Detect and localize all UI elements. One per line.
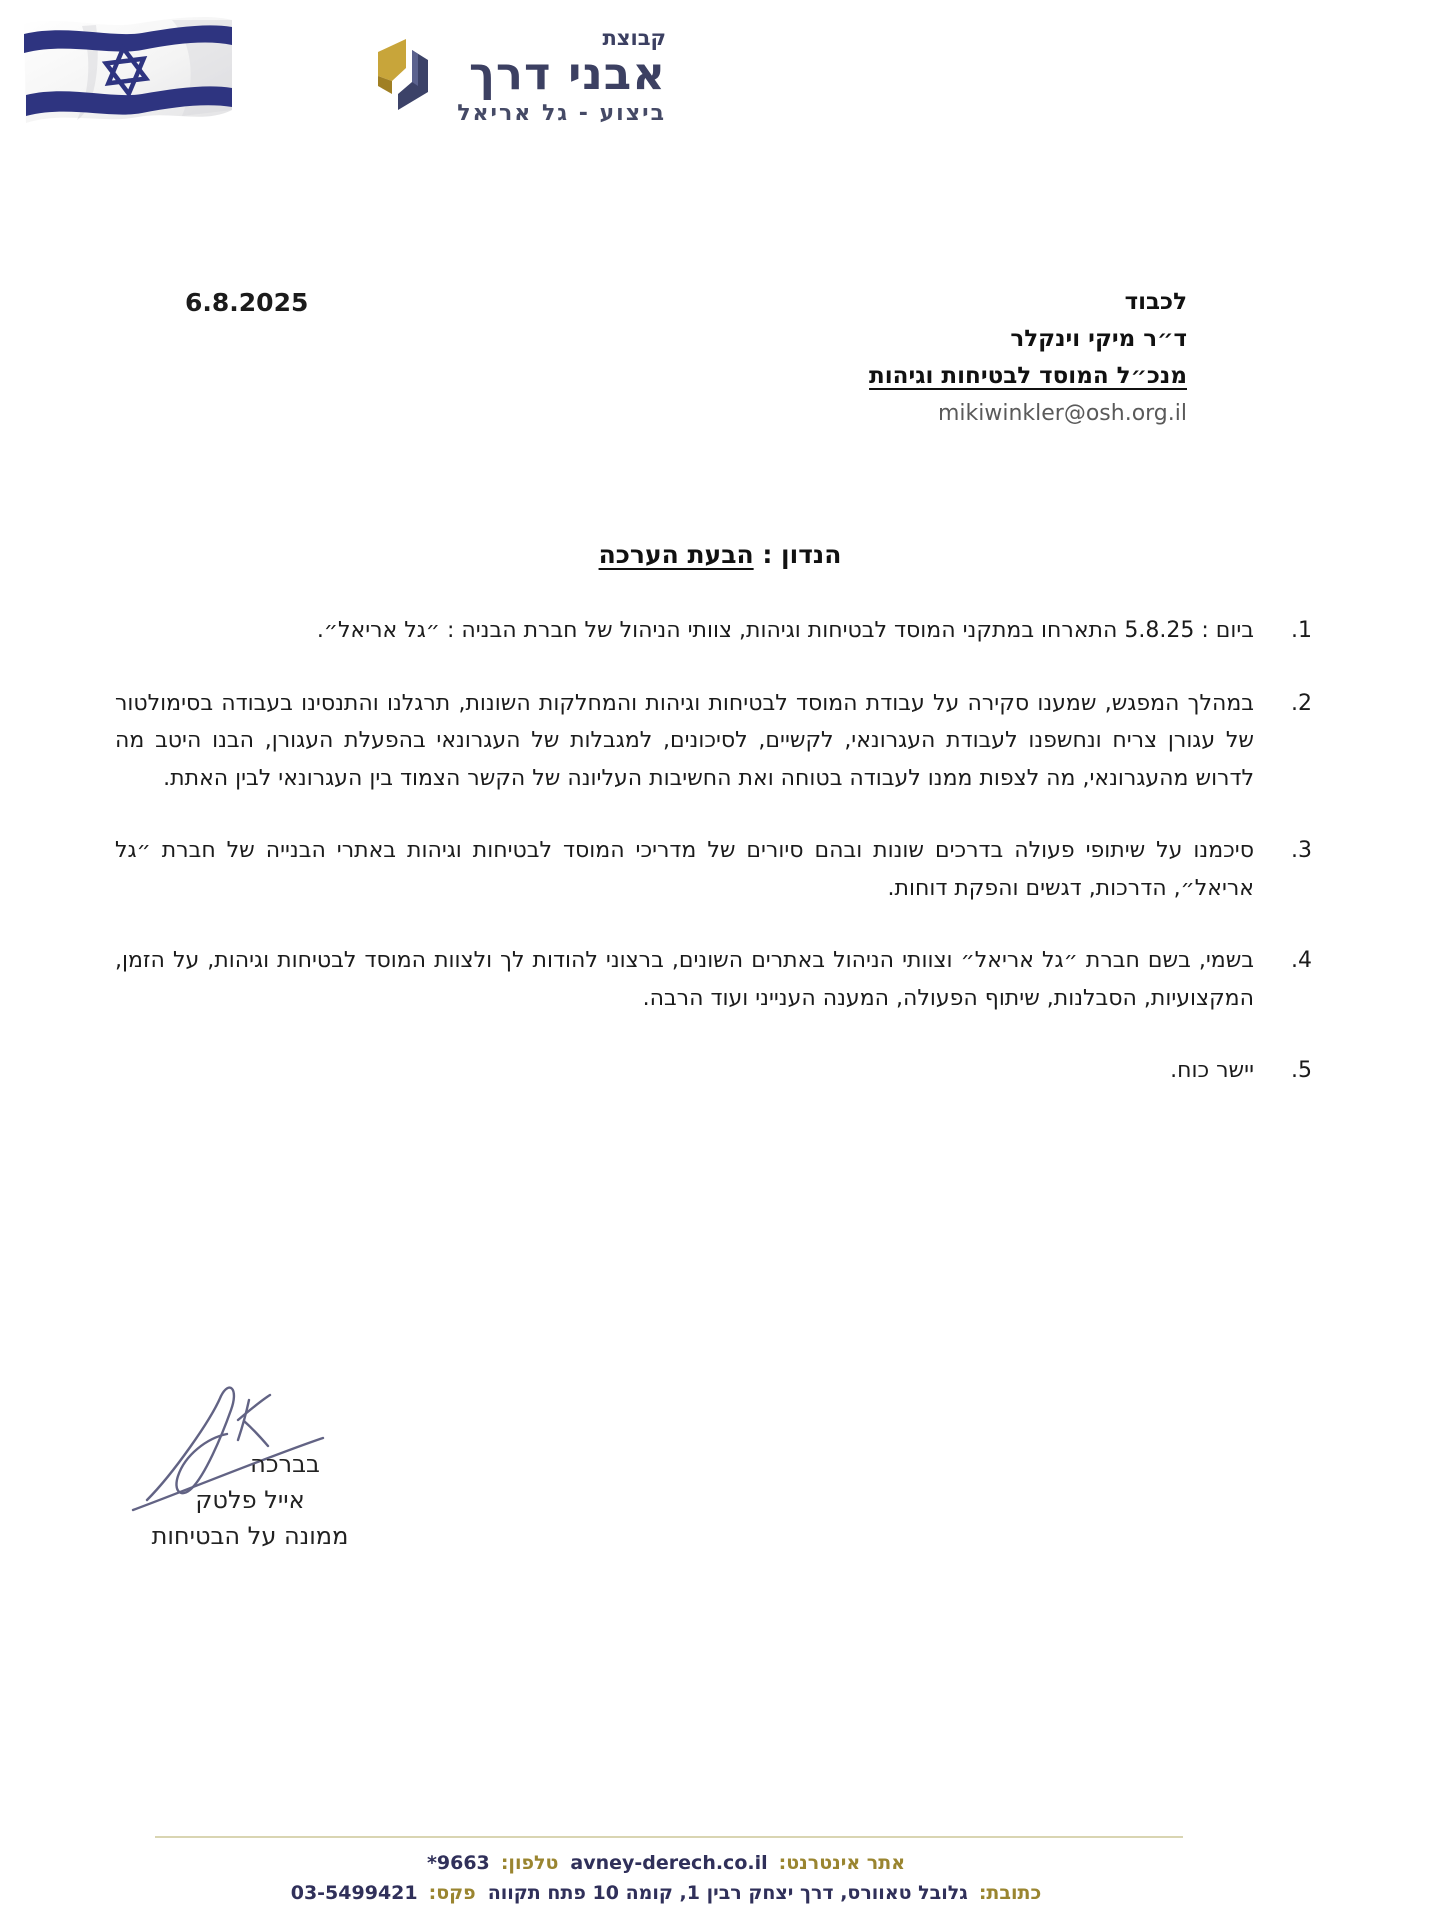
list-item-number: 4. [1291, 948, 1312, 973]
recipient-block [869, 284, 1187, 432]
list-item-number: 3. [1291, 838, 1312, 863]
letter-date: 6.8.2025 [185, 288, 309, 317]
list-item [115, 942, 1312, 1017]
fax-label: פקס: [428, 1882, 476, 1904]
list-item [115, 685, 1312, 798]
subject-line [0, 540, 1440, 569]
fax-value: 03-5499421 [290, 1882, 418, 1904]
footer-line-address [155, 1878, 1183, 1908]
subject-label: הנדון : [753, 540, 842, 569]
footer-divider [155, 1836, 1183, 1838]
website-label: אתר אינטרנט: [778, 1852, 906, 1874]
israel-flag-image [22, 12, 234, 130]
address-value: גלובל טאוורס, דרך יצחק רבין 1, קומה 10 פתח תקווה [487, 1882, 968, 1904]
closing-role: ממונה על הבטיחות [151, 1522, 349, 1550]
list-item-text: יישר כוח. [1170, 1058, 1254, 1083]
recipient-email: mikiwinkler@osh.org.il [937, 401, 1187, 426]
footer-line-contact [155, 1848, 1183, 1878]
company-logo-icon [368, 34, 448, 116]
letter-body-list [115, 612, 1312, 1125]
logo-group-label: קבוצת [602, 26, 666, 50]
logo-subtitle: ביצוע - גל אריאל [457, 101, 666, 126]
list-item-text: ביום : 5.8.25 התארחו במתקני המוסד לבטיחות וגיהות, צוותי הניהול של חברת הבניה : ״גל אריאל״. [316, 618, 1254, 643]
list-item-text: במהלך המפגש, שמענו סקירה על עבודת המוסד לבטיחות וגיהות והמחלקות השונות, תרגלנו והתנסינו בעבודה בסימולטור של עגורן צריח ונחשפנו לעבודת העגרונאי, לקשיים, לסיכונים, למגבלות של העגרונאי בהפעלת העגורן, הבנו היטב מה לדרוש מהעגרונאי, מה לצפות ממנו לעבודה בטוחה ואת החשיבות העליונה של הקשר הצמוד בין העגרונאי לבין האתת. [115, 690, 1254, 791]
phone-label: טלפון: [500, 1852, 559, 1874]
recipient-salutation: לכבוד [1124, 289, 1187, 315]
list-item-text: בשמי, בשם חברת ״גל אריאל״ וצוותי הניהול באתרים השונים, ברצוני להודות לך ולצוות המוסד לבטיחות וגיהות, על הזמן, המקצועיות, הסבלנות, שיתוף הפעולה, המענה הענייני ועוד הרבה. [115, 948, 1254, 1011]
list-item-number: 5. [1291, 1058, 1312, 1083]
phone-value: 9663* [426, 1852, 490, 1874]
company-logo-text [448, 26, 666, 127]
list-item-text: סיכמנו על שיתופי פעולה בדרכים שונות ובהם סיורים של מדריכי המוסד לבטיחות וגיהות באתרי הבנייה של חברת ״גל אריאל״, הדרכות, דגשים והפקת דוחות. [115, 838, 1254, 901]
subject-value: הבעת הערכה [598, 540, 754, 569]
list-item-number: 2. [1291, 690, 1312, 716]
footer [155, 1848, 1183, 1908]
list-item [115, 612, 1312, 650]
recipient-name: ד״ר מיקי וינקלר [1010, 326, 1187, 352]
list-item [115, 832, 1312, 907]
signature-text [110, 1446, 390, 1554]
website-value: avney-derech.co.il [570, 1852, 768, 1874]
closing-name: אייל פלטק [195, 1486, 305, 1514]
address-label: כתובת: [978, 1882, 1042, 1904]
closing-regards: בברכה [250, 1450, 320, 1478]
list-item [115, 1052, 1312, 1090]
signature-block [110, 1378, 390, 1558]
list-item-number: 1. [1291, 618, 1312, 643]
logo-brand-name: אבני דרך [468, 47, 666, 100]
recipient-title: מנכ״ל המוסד לבטיחות וגיהות [869, 363, 1187, 389]
